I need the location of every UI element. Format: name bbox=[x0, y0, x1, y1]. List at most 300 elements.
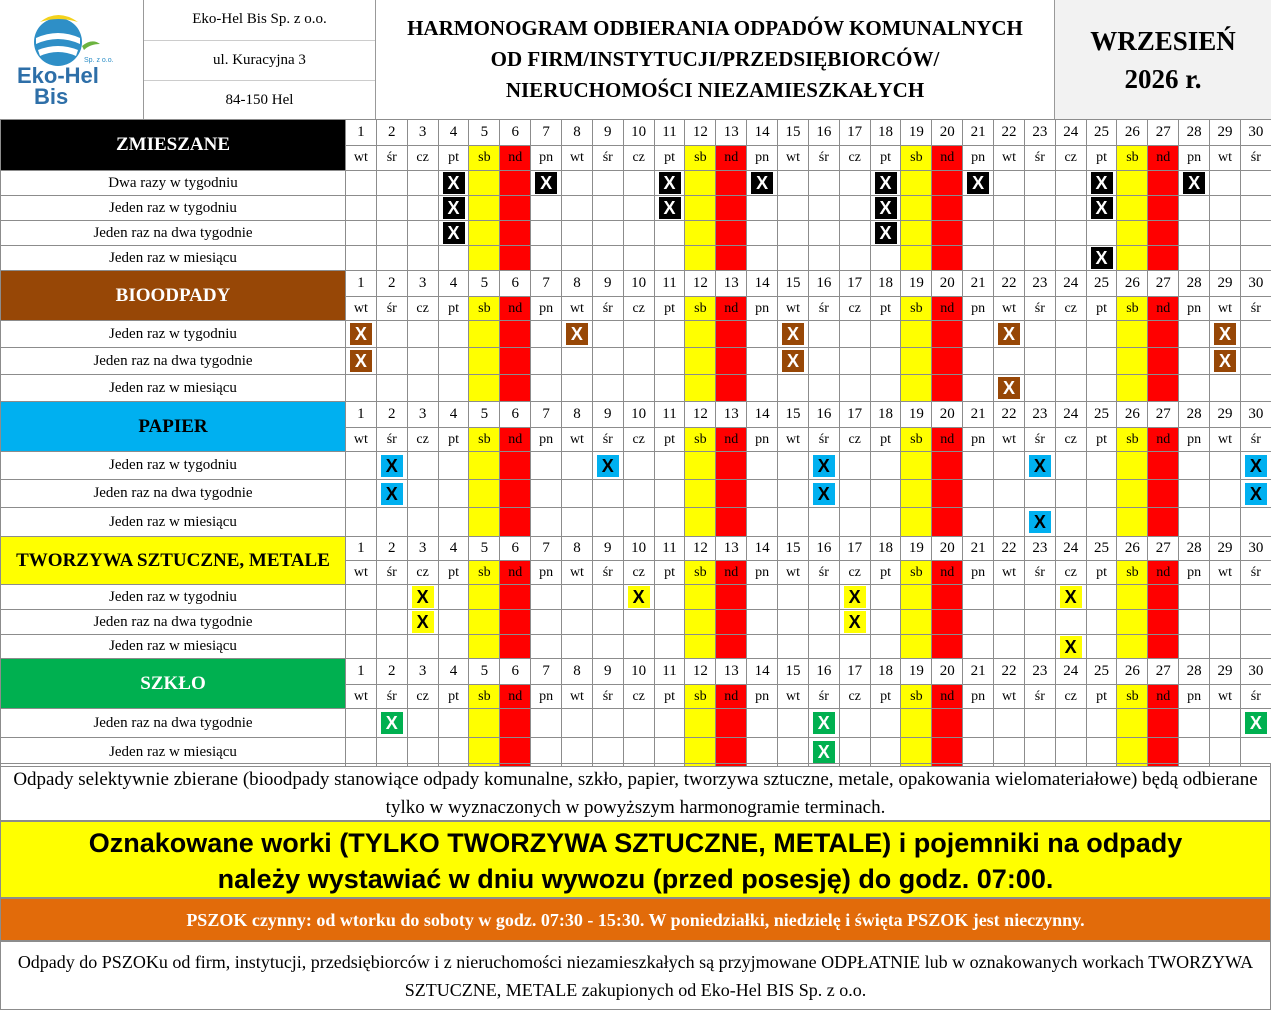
day-cell bbox=[592, 348, 623, 375]
day-cell bbox=[1179, 196, 1210, 221]
day-number: 6 bbox=[500, 659, 531, 685]
day-number: 14 bbox=[747, 659, 778, 685]
day-number: 19 bbox=[901, 537, 932, 561]
day-cell bbox=[994, 348, 1025, 375]
day-number: 2 bbox=[376, 659, 407, 685]
day-number: 29 bbox=[1210, 402, 1241, 428]
day-cell bbox=[839, 610, 870, 635]
day-name: nd bbox=[716, 297, 747, 321]
day-number: 23 bbox=[1024, 271, 1055, 297]
day-number: 24 bbox=[1055, 271, 1086, 297]
day-cell bbox=[346, 196, 377, 221]
day-cell bbox=[870, 508, 901, 537]
day-number: 14 bbox=[747, 120, 778, 146]
day-number: 24 bbox=[1055, 120, 1086, 146]
day-number: 30 bbox=[1240, 120, 1271, 146]
day-cell bbox=[1024, 480, 1055, 508]
day-cell bbox=[963, 635, 994, 659]
day-cell bbox=[346, 635, 377, 659]
day-cell bbox=[963, 452, 994, 480]
day-cell bbox=[747, 610, 778, 635]
frequency-label: Jeden raz na dwa tygodnie bbox=[1, 221, 346, 246]
day-name: śr bbox=[376, 297, 407, 321]
day-name: cz bbox=[407, 561, 438, 585]
day-cell bbox=[623, 709, 654, 738]
frequency-row bbox=[1, 635, 1271, 659]
pickup-mark: X bbox=[535, 172, 557, 194]
day-number: 11 bbox=[654, 402, 685, 428]
day-cell bbox=[1024, 610, 1055, 635]
day-cell bbox=[808, 171, 839, 196]
day-cell bbox=[1024, 375, 1055, 402]
day-cell bbox=[1055, 709, 1086, 738]
day-number: 29 bbox=[1210, 537, 1241, 561]
day-number: 18 bbox=[870, 659, 901, 685]
day-cell bbox=[901, 246, 932, 271]
day-cell bbox=[1240, 452, 1271, 480]
day-cell bbox=[1179, 709, 1210, 738]
day-cell bbox=[716, 452, 747, 480]
day-cell bbox=[932, 709, 963, 738]
day-name: pn bbox=[747, 297, 778, 321]
day-name: cz bbox=[1055, 561, 1086, 585]
day-cell bbox=[376, 375, 407, 402]
day-cell bbox=[346, 480, 377, 508]
day-cell bbox=[932, 221, 963, 246]
day-name: nd bbox=[716, 685, 747, 709]
day-cell bbox=[1086, 610, 1117, 635]
day-name: pt bbox=[870, 561, 901, 585]
pickup-mark: X bbox=[782, 323, 804, 345]
day-name: nd bbox=[932, 297, 963, 321]
day-cell bbox=[500, 480, 531, 508]
day-cell bbox=[1148, 610, 1179, 635]
day-cell bbox=[376, 196, 407, 221]
day-cell bbox=[1117, 196, 1148, 221]
day-cell bbox=[1210, 348, 1241, 375]
day-cell bbox=[778, 348, 809, 375]
day-cell bbox=[994, 508, 1025, 537]
day-cell bbox=[901, 375, 932, 402]
day-cell bbox=[562, 171, 593, 196]
pickup-mark: X bbox=[628, 586, 650, 608]
frequency-row bbox=[1, 480, 1271, 508]
day-cell bbox=[1210, 171, 1241, 196]
day-cell bbox=[469, 709, 500, 738]
day-name: śr bbox=[808, 297, 839, 321]
day-name: pn bbox=[1179, 297, 1210, 321]
day-cell bbox=[808, 221, 839, 246]
day-name: pt bbox=[870, 297, 901, 321]
day-cell bbox=[531, 246, 562, 271]
title-line-3: NIERUCHOMOŚCI NIEZAMIESZKAŁYCH bbox=[505, 78, 925, 102]
day-number: 7 bbox=[531, 120, 562, 146]
day-cell bbox=[1055, 508, 1086, 537]
day-cell bbox=[346, 508, 377, 537]
day-cell bbox=[808, 480, 839, 508]
day-number: 29 bbox=[1210, 271, 1241, 297]
day-cell bbox=[531, 585, 562, 610]
day-name: wt bbox=[346, 428, 377, 452]
day-number: 28 bbox=[1179, 120, 1210, 146]
pickup-mark: X bbox=[1183, 172, 1205, 194]
day-cell bbox=[562, 610, 593, 635]
day-cell bbox=[346, 221, 377, 246]
frequency-row bbox=[1, 196, 1271, 221]
day-cell bbox=[870, 221, 901, 246]
day-cell bbox=[1210, 585, 1241, 610]
day-cell bbox=[1055, 480, 1086, 508]
day-name: sb bbox=[901, 428, 932, 452]
day-cell bbox=[407, 171, 438, 196]
day-cell bbox=[623, 196, 654, 221]
day-cell bbox=[531, 635, 562, 659]
logo-small-text: Sp. z o.o. bbox=[84, 57, 114, 64]
day-cell bbox=[346, 610, 377, 635]
pickup-mark: X bbox=[782, 350, 804, 372]
day-name: pn bbox=[1179, 685, 1210, 709]
day-cell bbox=[839, 585, 870, 610]
day-cell bbox=[500, 508, 531, 537]
day-cell bbox=[1086, 321, 1117, 348]
day-cell bbox=[469, 585, 500, 610]
day-name: pt bbox=[654, 561, 685, 585]
day-number: 27 bbox=[1148, 271, 1179, 297]
day-cell bbox=[716, 375, 747, 402]
day-name: cz bbox=[1055, 428, 1086, 452]
svg-text:Eko-Hel: Eko-Hel bbox=[17, 63, 99, 88]
category-name: BIOODPADY bbox=[1, 271, 346, 321]
day-cell bbox=[407, 610, 438, 635]
day-name: pn bbox=[531, 561, 562, 585]
day-cell bbox=[500, 348, 531, 375]
day-cell bbox=[1148, 348, 1179, 375]
day-number: 11 bbox=[654, 659, 685, 685]
day-cell bbox=[716, 221, 747, 246]
day-cell bbox=[407, 585, 438, 610]
day-number: 24 bbox=[1055, 659, 1086, 685]
day-cell bbox=[654, 480, 685, 508]
day-cell bbox=[747, 452, 778, 480]
day-cell bbox=[932, 348, 963, 375]
day-number: 10 bbox=[623, 271, 654, 297]
pickup-mark: X bbox=[844, 611, 866, 633]
day-number: 3 bbox=[407, 659, 438, 685]
day-cell bbox=[500, 452, 531, 480]
day-cell bbox=[623, 508, 654, 537]
day-name: pn bbox=[531, 146, 562, 171]
category-name: ZMIESZANE bbox=[1, 120, 346, 171]
day-number: 18 bbox=[870, 402, 901, 428]
day-name: sb bbox=[685, 146, 716, 171]
day-cell bbox=[654, 635, 685, 659]
day-number: 30 bbox=[1240, 537, 1271, 561]
day-cell bbox=[685, 348, 716, 375]
day-number: 23 bbox=[1024, 659, 1055, 685]
day-cell bbox=[1086, 480, 1117, 508]
day-name: pt bbox=[1086, 146, 1117, 171]
day-number: 15 bbox=[778, 271, 809, 297]
day-cell bbox=[808, 348, 839, 375]
day-name: wt bbox=[1210, 146, 1241, 171]
day-name: cz bbox=[623, 297, 654, 321]
pickup-mark: X bbox=[381, 712, 403, 734]
day-number: 21 bbox=[963, 271, 994, 297]
day-name: cz bbox=[839, 428, 870, 452]
day-cell bbox=[1240, 480, 1271, 508]
day-number: 26 bbox=[1117, 659, 1148, 685]
day-name: sb bbox=[1117, 146, 1148, 171]
day-cell bbox=[685, 709, 716, 738]
category-day-number-row bbox=[1, 402, 1271, 428]
day-name: pn bbox=[963, 428, 994, 452]
day-cell bbox=[808, 635, 839, 659]
day-number: 23 bbox=[1024, 120, 1055, 146]
day-cell bbox=[346, 171, 377, 196]
day-name: śr bbox=[1024, 146, 1055, 171]
day-cell bbox=[654, 452, 685, 480]
company-city: 84-150 Hel bbox=[225, 92, 294, 109]
frequency-row bbox=[1, 321, 1271, 348]
schedule-grid bbox=[0, 119, 1271, 767]
category-name: PAPIER bbox=[1, 402, 346, 452]
pszok-hours: PSZOK czynny: od wtorku do soboty w godz. 07:30 - 15:30. W poniedziałki, niedzielę i święta PSZOK jest nieczynny. bbox=[0, 898, 1271, 941]
day-name: wt bbox=[346, 685, 377, 709]
day-name: cz bbox=[1055, 146, 1086, 171]
day-cell bbox=[839, 480, 870, 508]
day-cell bbox=[963, 585, 994, 610]
day-cell bbox=[747, 171, 778, 196]
frequency-label: Dwa razy w tygodniu bbox=[1, 171, 346, 196]
day-cell bbox=[778, 375, 809, 402]
day-cell bbox=[592, 508, 623, 537]
day-cell bbox=[1240, 585, 1271, 610]
day-number: 6 bbox=[500, 402, 531, 428]
day-cell bbox=[531, 171, 562, 196]
day-number: 2 bbox=[376, 537, 407, 561]
day-cell bbox=[1055, 375, 1086, 402]
pickup-mark: X bbox=[412, 586, 434, 608]
frequency-label: Jeden raz na dwa tygodnie bbox=[1, 480, 346, 508]
day-name: nd bbox=[500, 146, 531, 171]
day-name: sb bbox=[685, 428, 716, 452]
day-number: 12 bbox=[685, 659, 716, 685]
day-cell bbox=[654, 246, 685, 271]
pickup-mark: X bbox=[1245, 455, 1267, 477]
day-name: pt bbox=[1086, 685, 1117, 709]
day-cell bbox=[1179, 480, 1210, 508]
day-name: cz bbox=[407, 428, 438, 452]
day-cell bbox=[839, 375, 870, 402]
day-number: 12 bbox=[685, 537, 716, 561]
day-cell bbox=[1240, 375, 1271, 402]
day-number: 12 bbox=[685, 120, 716, 146]
day-name: pt bbox=[654, 297, 685, 321]
pickup-mark: X bbox=[1245, 712, 1267, 734]
day-cell bbox=[500, 246, 531, 271]
day-name: wt bbox=[346, 297, 377, 321]
day-name: wt bbox=[994, 428, 1025, 452]
day-name: śr bbox=[1024, 561, 1055, 585]
month-year: 2026 r. bbox=[1124, 63, 1202, 94]
day-cell bbox=[562, 709, 593, 738]
day-cell bbox=[1024, 196, 1055, 221]
day-number: 13 bbox=[716, 537, 747, 561]
day-cell bbox=[562, 196, 593, 221]
day-cell bbox=[500, 585, 531, 610]
day-number: 30 bbox=[1240, 271, 1271, 297]
frequency-row bbox=[1, 709, 1271, 738]
day-cell bbox=[932, 508, 963, 537]
day-cell bbox=[994, 321, 1025, 348]
day-cell bbox=[716, 508, 747, 537]
day-cell bbox=[901, 635, 932, 659]
day-number: 16 bbox=[808, 271, 839, 297]
day-cell bbox=[623, 348, 654, 375]
day-name: pn bbox=[747, 428, 778, 452]
day-cell bbox=[1117, 480, 1148, 508]
day-cell bbox=[562, 480, 593, 508]
day-name: wt bbox=[778, 297, 809, 321]
day-name: pt bbox=[654, 685, 685, 709]
day-cell bbox=[407, 246, 438, 271]
day-cell bbox=[438, 321, 469, 348]
day-cell bbox=[747, 221, 778, 246]
day-cell bbox=[1024, 246, 1055, 271]
day-cell bbox=[963, 610, 994, 635]
day-cell bbox=[1210, 452, 1241, 480]
day-name: cz bbox=[623, 428, 654, 452]
day-name: sb bbox=[1117, 561, 1148, 585]
day-cell bbox=[654, 348, 685, 375]
day-number: 19 bbox=[901, 271, 932, 297]
day-cell bbox=[623, 321, 654, 348]
day-cell bbox=[1240, 246, 1271, 271]
day-cell bbox=[654, 171, 685, 196]
day-cell bbox=[592, 375, 623, 402]
day-cell bbox=[1179, 635, 1210, 659]
day-cell bbox=[685, 375, 716, 402]
day-name: wt bbox=[346, 146, 377, 171]
day-number: 26 bbox=[1117, 402, 1148, 428]
day-number: 19 bbox=[901, 659, 932, 685]
pickup-mark: X bbox=[597, 455, 619, 477]
day-number: 19 bbox=[901, 402, 932, 428]
day-name: pn bbox=[531, 297, 562, 321]
day-number: 28 bbox=[1179, 659, 1210, 685]
day-cell bbox=[839, 508, 870, 537]
day-cell bbox=[346, 452, 377, 480]
day-cell bbox=[1117, 585, 1148, 610]
day-number: 27 bbox=[1148, 402, 1179, 428]
day-cell bbox=[1117, 221, 1148, 246]
day-cell bbox=[438, 709, 469, 738]
day-cell bbox=[531, 196, 562, 221]
pickup-mark: X bbox=[813, 712, 835, 734]
day-number: 8 bbox=[562, 537, 593, 561]
day-name: śr bbox=[808, 428, 839, 452]
day-name: nd bbox=[932, 561, 963, 585]
day-name: śr bbox=[376, 428, 407, 452]
day-cell bbox=[407, 709, 438, 738]
day-cell bbox=[469, 508, 500, 537]
day-cell bbox=[716, 246, 747, 271]
day-number: 2 bbox=[376, 120, 407, 146]
day-name: pt bbox=[438, 561, 469, 585]
day-number: 4 bbox=[438, 537, 469, 561]
day-cell bbox=[1055, 610, 1086, 635]
day-number: 13 bbox=[716, 120, 747, 146]
day-cell bbox=[778, 452, 809, 480]
day-cell bbox=[1024, 321, 1055, 348]
day-number: 18 bbox=[870, 120, 901, 146]
day-number: 4 bbox=[438, 120, 469, 146]
day-cell bbox=[562, 321, 593, 348]
day-number: 28 bbox=[1179, 402, 1210, 428]
day-cell bbox=[963, 709, 994, 738]
bags-notice-line-2: należy wystawiać w dniu wywozu (przed posesję) do godz. 07:00. bbox=[217, 864, 1054, 894]
day-name: sb bbox=[901, 561, 932, 585]
day-name: pt bbox=[1086, 297, 1117, 321]
day-cell bbox=[963, 508, 994, 537]
day-cell bbox=[469, 480, 500, 508]
day-cell bbox=[685, 480, 716, 508]
day-name: pn bbox=[747, 561, 778, 585]
day-cell bbox=[1148, 585, 1179, 610]
day-cell bbox=[500, 171, 531, 196]
day-cell bbox=[870, 321, 901, 348]
day-cell bbox=[1086, 348, 1117, 375]
day-cell bbox=[901, 348, 932, 375]
day-name: śr bbox=[808, 146, 839, 171]
day-name: pn bbox=[747, 685, 778, 709]
day-name: śr bbox=[1024, 685, 1055, 709]
day-cell bbox=[1148, 635, 1179, 659]
pickup-mark: X bbox=[875, 172, 897, 194]
day-cell bbox=[778, 635, 809, 659]
day-cell bbox=[901, 171, 932, 196]
day-name: wt bbox=[346, 561, 377, 585]
day-cell bbox=[500, 375, 531, 402]
day-number: 5 bbox=[469, 659, 500, 685]
pickup-mark: X bbox=[412, 611, 434, 633]
day-name: śr bbox=[592, 685, 623, 709]
day-cell bbox=[1024, 171, 1055, 196]
day-name: pt bbox=[1086, 428, 1117, 452]
day-cell bbox=[1148, 709, 1179, 738]
day-cell bbox=[346, 709, 377, 738]
day-name: wt bbox=[1210, 428, 1241, 452]
day-cell bbox=[901, 196, 932, 221]
day-cell bbox=[592, 321, 623, 348]
day-cell bbox=[623, 375, 654, 402]
day-name: pt bbox=[438, 146, 469, 171]
day-number: 20 bbox=[932, 537, 963, 561]
day-cell bbox=[623, 585, 654, 610]
day-name: śr bbox=[1240, 297, 1271, 321]
day-cell bbox=[500, 709, 531, 738]
day-number: 11 bbox=[654, 120, 685, 146]
day-name: śr bbox=[808, 685, 839, 709]
day-cell bbox=[376, 635, 407, 659]
day-cell bbox=[592, 480, 623, 508]
day-cell bbox=[994, 585, 1025, 610]
day-number: 20 bbox=[932, 659, 963, 685]
day-number: 3 bbox=[407, 537, 438, 561]
day-number: 30 bbox=[1240, 402, 1271, 428]
day-cell bbox=[1179, 221, 1210, 246]
day-cell bbox=[1117, 610, 1148, 635]
